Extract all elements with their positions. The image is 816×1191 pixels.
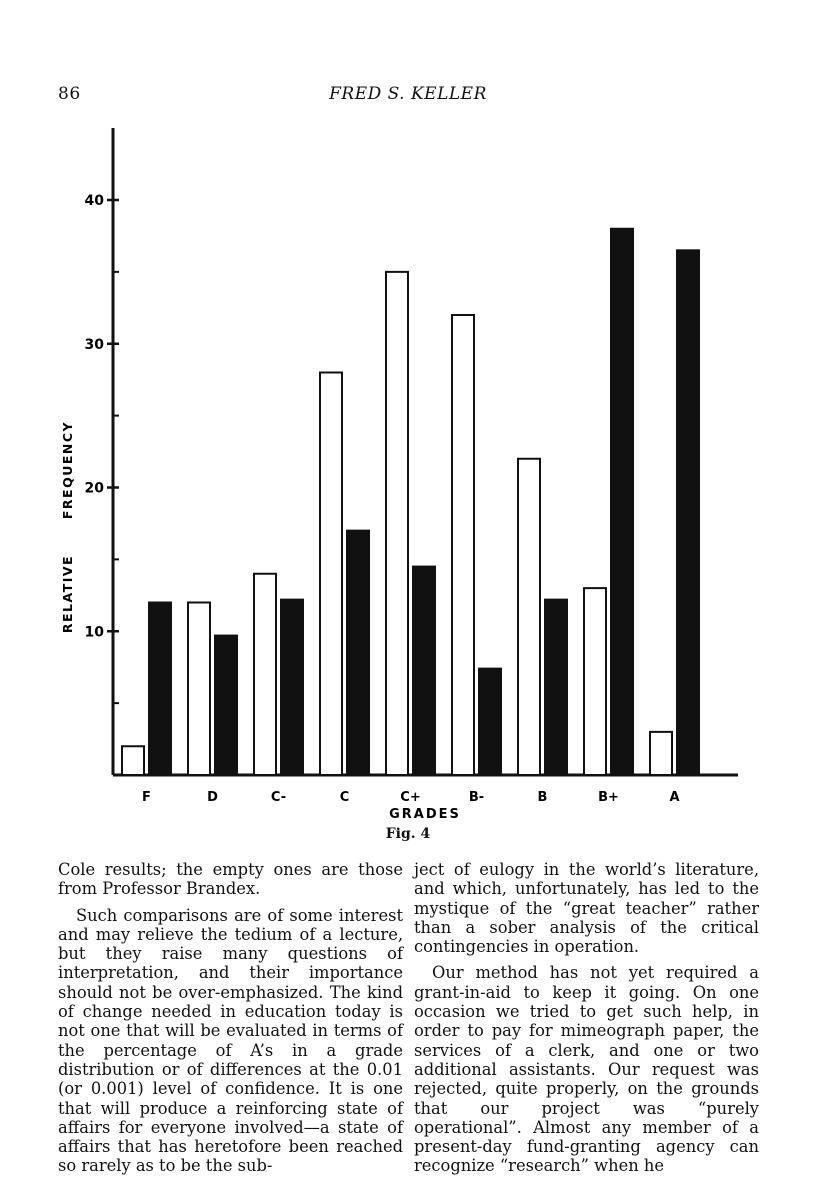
bar [479,669,501,775]
y-axis-label: RELATIVE [60,554,75,634]
x-tick-label: B- [468,790,485,805]
x-tick-label: A [669,790,680,805]
running-head: FRED S. KELLER [329,84,487,104]
x-tick-label: B+ [598,790,619,805]
y-tick-label: 30 [84,336,104,353]
bar [650,732,672,775]
x-tick-label: C+ [400,790,421,805]
bar [188,603,210,776]
page-number: 86 [58,84,81,104]
bar [122,746,144,775]
x-tick-label: F [142,790,151,805]
paragraph: ject of eulogy in the world’s literature, and which, unfortunately, has led to the mystique of the “great teacher” rather than a sober analysis of the critical contingencies in operation. [414,860,759,957]
paragraph: Cole results; the empty ones are those from Professor Brandex. [58,860,403,899]
bar [215,636,237,775]
bar [347,531,369,775]
y-tick-label: 10 [84,624,104,641]
x-axis-label: GRADES [389,807,461,822]
x-tick-label: B [537,790,548,805]
y-axis-label: FREQUENCY [60,420,75,520]
bar [386,272,408,775]
paragraph: Such comparisons are of some interest and may relieve the tedium of a lecture, but they raise many questions of interpretation, and their importance should not be over-emphasized. The kind of change needed in education today is not one that will be evaluated in terms of the percentage of A’s in a grade distribution or of differences at the 0.01 (or 0.001) level of confidence. It is one that will produce a reinforcing state of affairs for everyone involved—a state of affairs that has heretofore been reached so rarely as to be the sub- [58,905,403,1176]
x-tick-label: C [339,790,350,805]
figure-caption: Fig. 4 [385,826,431,842]
bar [584,588,606,775]
bar [545,600,567,775]
bar [677,250,699,775]
bar [611,229,633,775]
bar [413,567,435,775]
bar [452,315,474,775]
bar [281,600,303,775]
bar [254,574,276,775]
x-tick-label: D [207,790,218,805]
y-tick-label: 40 [84,193,104,209]
bar [320,373,342,776]
y-tick-label: 20 [84,480,104,497]
x-tick-label: C- [270,790,287,805]
left-column [58,860,403,1176]
right-column [414,860,759,1176]
bar [149,603,171,776]
paragraph: Our method has not yet required a grant-in-aid to keep it going. On one occasion we tried to get such help, in order to pay for mimeograph paper, the services of a clerk, and one or two additional assistants. Our request was rejected, quite properly, on the grounds that our project was “purely operational”. Almost any member of a present-day fund-granting agency can recognize “research” when he [414,963,759,1176]
bar [518,459,540,775]
